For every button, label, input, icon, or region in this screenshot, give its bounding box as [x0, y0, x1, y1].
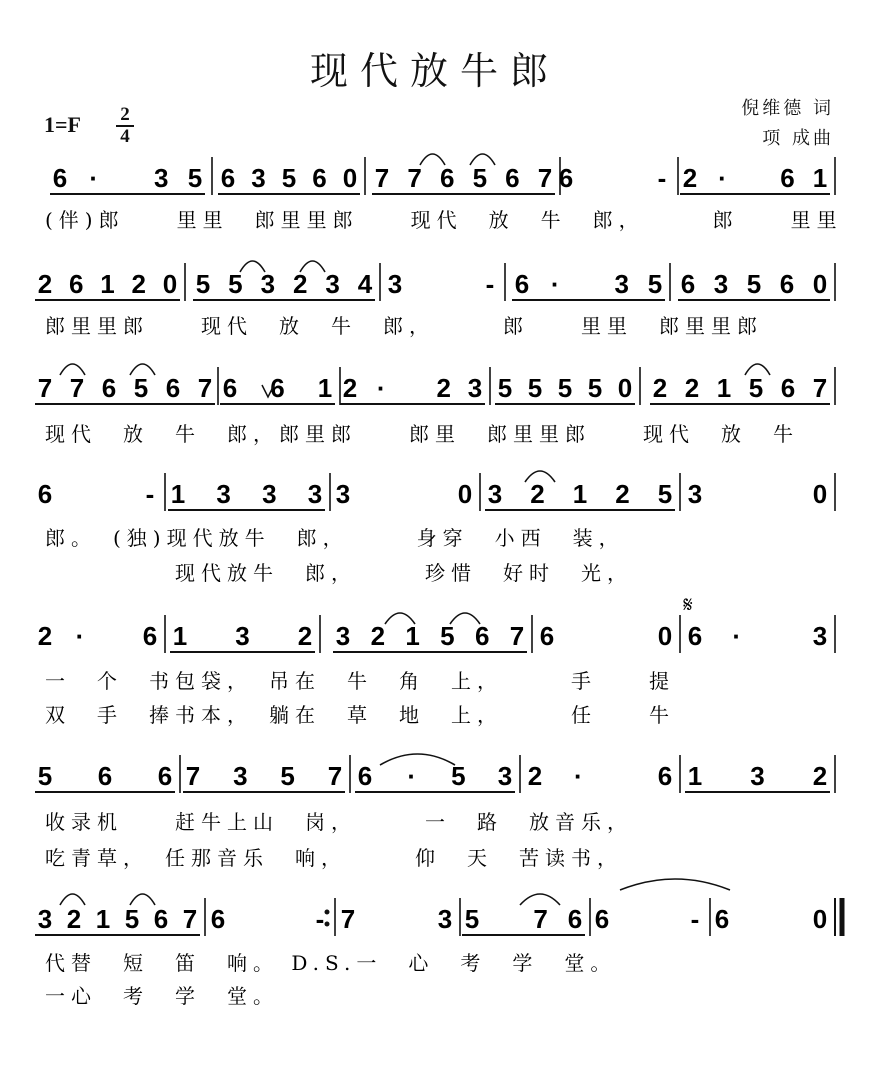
note: 3: [262, 479, 277, 509]
note: 3: [335, 479, 351, 509]
note: 6: [357, 761, 373, 791]
note: 7: [182, 904, 198, 934]
note: 2: [530, 479, 545, 509]
note: 3: [812, 621, 828, 651]
note: 0: [162, 269, 178, 299]
note: 5: [187, 163, 203, 193]
time-signature-top: 2: [120, 104, 130, 125]
note: 2: [370, 621, 386, 651]
note: 7: [340, 904, 356, 934]
dot: ·: [89, 163, 99, 193]
key-signature: 1=F: [44, 112, 81, 137]
note: 2: [527, 761, 543, 791]
note: 3: [260, 269, 276, 299]
note: 2: [66, 904, 82, 934]
slur: [380, 754, 455, 765]
dot: ·: [75, 621, 85, 651]
slur: [620, 879, 730, 890]
note: 2: [342, 373, 358, 403]
note: 3: [687, 479, 703, 509]
note: 0: [812, 479, 828, 509]
note: 7: [374, 163, 390, 193]
note: 2: [682, 163, 698, 193]
dot: ·: [718, 163, 727, 193]
lyrics-verse-1: 郎。 (独)现代放牛 郎， 身穿 小西 装，: [45, 526, 625, 550]
note: 6: [657, 761, 673, 791]
note: 5: [657, 479, 673, 509]
note: 1: [100, 269, 115, 299]
note: 0: [617, 373, 633, 403]
note: 6: [780, 163, 795, 193]
note: 5: [124, 904, 140, 934]
note: 6: [567, 904, 583, 934]
dash: -: [657, 163, 667, 193]
note: 5: [133, 373, 149, 403]
lyricist-credit: 倪维德 词: [741, 98, 834, 119]
note: 6: [270, 373, 285, 403]
dash: -: [485, 269, 495, 299]
song-title: 现代放牛郎: [309, 49, 560, 93]
note: 7: [812, 373, 828, 403]
note: 3: [750, 761, 765, 791]
note: 0: [812, 269, 828, 299]
note: 5: [281, 163, 297, 193]
note: 3: [154, 163, 169, 193]
lyrics-verse-1: 郎里里郎 现代 放 牛 郎， 郎 里里 郎里里郎: [45, 314, 763, 338]
note: 6: [37, 479, 53, 509]
note: 3: [437, 904, 453, 934]
lyrics-verse-1: 收录机 赶牛上山 岗， 一 路 放音乐，: [45, 810, 633, 834]
dash: -: [145, 479, 155, 509]
time-signature-bottom: 4: [120, 126, 130, 147]
note: 6: [52, 163, 68, 193]
note: 6: [165, 373, 181, 403]
note: 5: [37, 761, 53, 791]
note: 2: [684, 373, 700, 403]
note: 6: [514, 269, 530, 299]
note: 6: [680, 269, 696, 299]
lyrics-verse-2: 双 手 捧书本， 躺在 草 地 上， 任 牛: [45, 703, 675, 727]
note: 0: [342, 163, 358, 193]
lyrics-verse-2: 现代放牛 郎， 珍惜 好时 光，: [45, 561, 633, 585]
note: 3: [713, 269, 729, 299]
note: 6: [505, 163, 520, 193]
note: 1: [317, 373, 333, 403]
note: 5: [440, 621, 455, 651]
note: 3: [467, 373, 483, 403]
dash: -: [690, 904, 700, 934]
note: 2: [37, 269, 53, 299]
dot: ·: [407, 761, 417, 791]
composer-credit: 项 成曲: [762, 128, 834, 149]
note: 5: [228, 269, 243, 299]
note: 1: [95, 904, 111, 934]
repeat-dot: [325, 910, 330, 915]
note: 6: [222, 373, 238, 403]
note: 7: [537, 163, 553, 193]
note: 5: [451, 761, 466, 791]
note: 5: [472, 163, 488, 193]
lyrics-verse-1: 现代 放 牛 郎，郎里郎 郎里 郎里里郎 现代 放 牛: [45, 422, 799, 446]
lyrics-verse-1: 一 个 书包袋， 吊在 牛 角 上， 手 提: [45, 669, 675, 693]
dot: ·: [732, 621, 742, 651]
note: 7: [197, 373, 213, 403]
dot: ·: [550, 269, 560, 299]
note: 3: [251, 163, 266, 193]
note: 3: [614, 269, 629, 299]
lyrics-verse-1: 代替 短 笛 响。 D.S.一 心 考 学 堂。: [45, 951, 617, 975]
note: 5: [557, 373, 573, 403]
note: 6: [153, 904, 169, 934]
note: 3: [37, 904, 53, 934]
note: 6: [97, 761, 113, 791]
note: 1: [812, 163, 828, 193]
note: 6: [779, 269, 795, 299]
note: 3: [325, 269, 340, 299]
note: 6: [101, 373, 117, 403]
note: 7: [37, 373, 53, 403]
note: 1: [405, 621, 420, 651]
note: 2: [297, 621, 313, 651]
note: 7: [327, 761, 343, 791]
note: 6: [439, 163, 455, 193]
note: 6: [220, 163, 236, 193]
note: 2: [292, 269, 308, 299]
note: 0: [457, 479, 473, 509]
note: 2: [615, 479, 630, 509]
note: 6: [714, 904, 730, 934]
note: 1: [172, 621, 188, 651]
note: 5: [527, 373, 543, 403]
note: 6: [780, 373, 796, 403]
note: 6: [594, 904, 610, 934]
note: 0: [657, 621, 673, 651]
note: 6: [687, 621, 703, 651]
note: 1: [572, 479, 588, 509]
note: 0: [812, 904, 828, 934]
note: 3: [335, 621, 351, 651]
note: 6: [142, 621, 158, 651]
note: 1: [687, 761, 703, 791]
lyrics-verse-2: 一心 考 学 堂。: [45, 984, 279, 1008]
note: 5: [647, 269, 663, 299]
note: 3: [307, 479, 323, 509]
note: 2: [812, 761, 828, 791]
note: 7: [185, 761, 201, 791]
note: 2: [436, 373, 451, 403]
note: 5: [464, 904, 480, 934]
note: 5: [748, 373, 764, 403]
note: 3: [497, 761, 513, 791]
repeat-dot: [325, 922, 330, 927]
note: 2: [652, 373, 668, 403]
note: 3: [487, 479, 503, 509]
dash: -: [315, 904, 325, 934]
note: 3: [216, 479, 231, 509]
note: 3: [233, 761, 248, 791]
note: 7: [509, 621, 525, 651]
note: 7: [407, 163, 422, 193]
note: 5: [746, 269, 762, 299]
dot: ·: [573, 761, 583, 791]
note: 6: [312, 163, 327, 193]
note: 3: [387, 269, 403, 299]
note: 7: [533, 904, 548, 934]
note: 2: [37, 621, 53, 651]
note: 6: [539, 621, 555, 651]
note: 1: [170, 479, 186, 509]
dot: ·: [376, 373, 386, 403]
note: 5: [195, 269, 211, 299]
note: 5: [497, 373, 513, 403]
note: 6: [474, 621, 490, 651]
lyrics-verse-2: 吃青草， 任那音乐 响， 仰 天 苦读书，: [45, 846, 623, 870]
note: 5: [280, 761, 295, 791]
note: 5: [587, 373, 603, 403]
segno-sign: 𝄋: [683, 593, 693, 618]
note: 6: [558, 163, 574, 193]
note: 3: [235, 621, 250, 651]
note: 7: [69, 373, 85, 403]
note: 2: [131, 269, 146, 299]
note: 6: [69, 269, 84, 299]
note: 1: [716, 373, 732, 403]
lyrics-verse-1: (伴)郎 里里 郎里里郎 现代 放 牛 郎， 郎 里里: [45, 208, 843, 232]
note: 6: [210, 904, 226, 934]
note: 6: [157, 761, 173, 791]
note: 4: [357, 269, 373, 299]
